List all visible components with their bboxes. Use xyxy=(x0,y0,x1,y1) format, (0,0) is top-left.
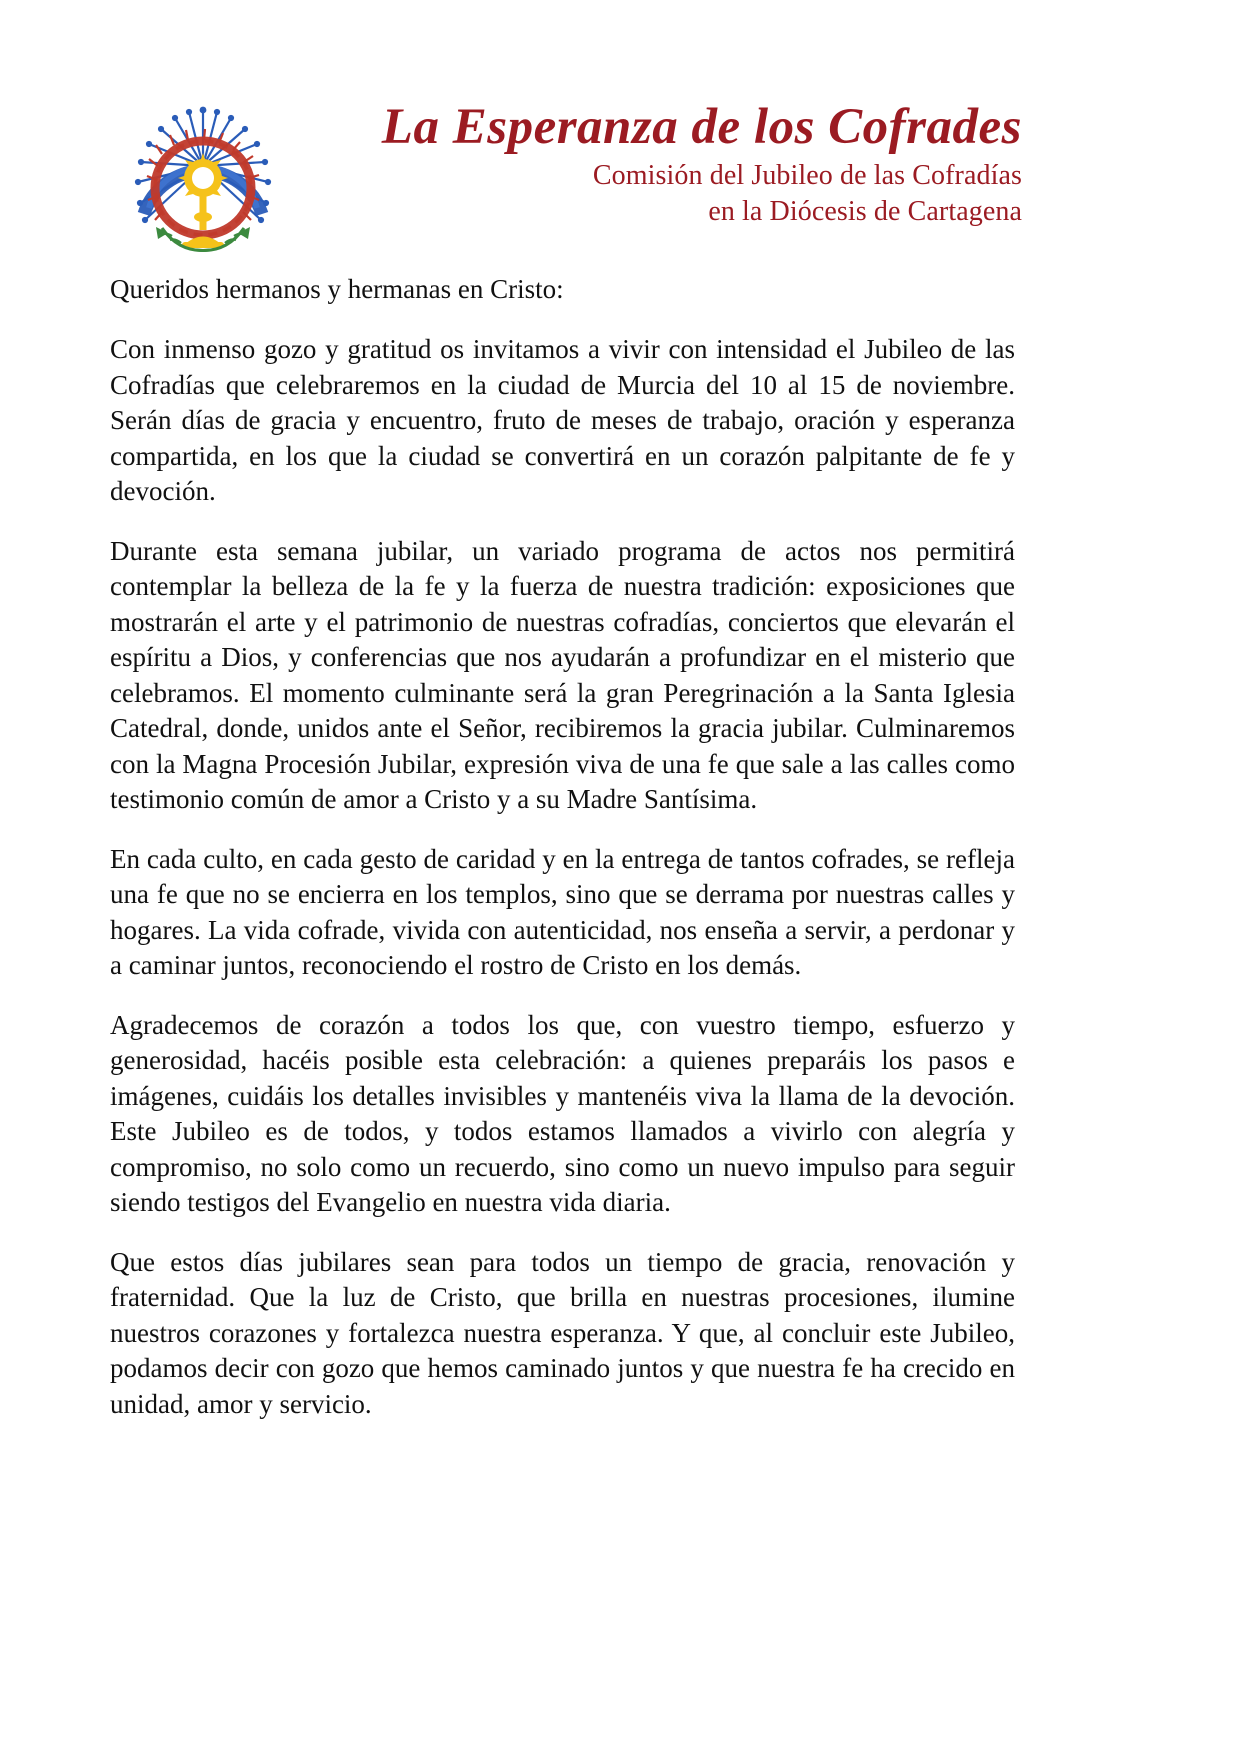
paragraph-4: Agradecemos de corazón a todos los que, con vuestro tiempo, esfuerzo y generosidad, hacéis posible esta celebración: a quienes preparáis los pasos e imágenes, cuidáis los detalles invisibles y mantenéis viva la llama de la devoción. Este Jubileo es de todos, y todos estamos llamados a vivirlo con alegría y compromiso, no solo como un recuerdo, sino como un nuevo impulso para seguir siendo testigos del Evangelio en nuestra vida diaria. xyxy=(110,1009,1015,1217)
subtitle-line-1: Comisión del Jubileo de las Cofradías xyxy=(592,160,1022,191)
jubilee-cofradias-emblem-icon xyxy=(118,104,288,254)
page-title: La Esperanza de los Cofrades xyxy=(381,99,1022,155)
subtitle-line-2: en la Diócesis de Cartagena xyxy=(708,196,1022,227)
letterhead-title-block xyxy=(330,96,1022,230)
paragraph-2: Durante esta semana jubilar, un variado programa de actos nos permitirá contemplar la belleza de la fe y la fuerza de nuestra tradición: exposiciones que mostrarán el arte y el patrimonio de nuestras cofradías, conciertos que elevarán el espíritu a Dios, y conferencias que nos ayudarán a profundizar en el misterio que celebramos. El momento culminante será la gran Peregrinación a la Santa Iglesia Catedral, donde, unidos ante el Señor, recibiremos la gracia jubilar. Culminaremos con la Magna Procesión Jubilar, expresión viva de una fe que sale a las calles como testimonio común de amor a Cristo y a su Madre Santísima. xyxy=(110,535,1015,814)
letter-body xyxy=(110,272,1015,1422)
paragraph-1: Con inmenso gozo y gratitud os invitamos a vivir con intensidad el Jubileo de las Cofradías que celebraremos en la ciudad de Murcia del 10 al 15 de noviembre. Serán días de gracia y encuentro, fruto de meses de trabajo, oración y esperanza compartida, en los que la ciudad se convertirá en un corazón palpitante de fe y devoción. xyxy=(110,334,1015,506)
letterhead xyxy=(0,96,1240,266)
salutation: Queridos hermanos y hermanas en Cristo: xyxy=(110,274,564,304)
paragraph-3: En cada culto, en cada gesto de caridad y en la entrega de tantos cofrades, se refleja una fe que no se encierra en los templos, sino que se derrama por nuestras calles y hogares. La vida cofrade, vivida con autenticidad, nos enseña a servir, a perdonar y a caminar juntos, reconociendo el rostro de Cristo en los demás. xyxy=(110,843,1015,980)
paragraph-5: Que estos días jubilares sean para todos un tiempo de gracia, renovación y fraternidad. Que la luz de Cristo, que brilla en nuestras procesiones, ilumine nuestros corazones y fortalezca nuestra esperanza. Y que, al concluir este Jubileo, podamos decir con gozo que hemos caminado juntos y que nuestra fe ha crecido en unidad, amor y servicio. xyxy=(110,1246,1015,1419)
